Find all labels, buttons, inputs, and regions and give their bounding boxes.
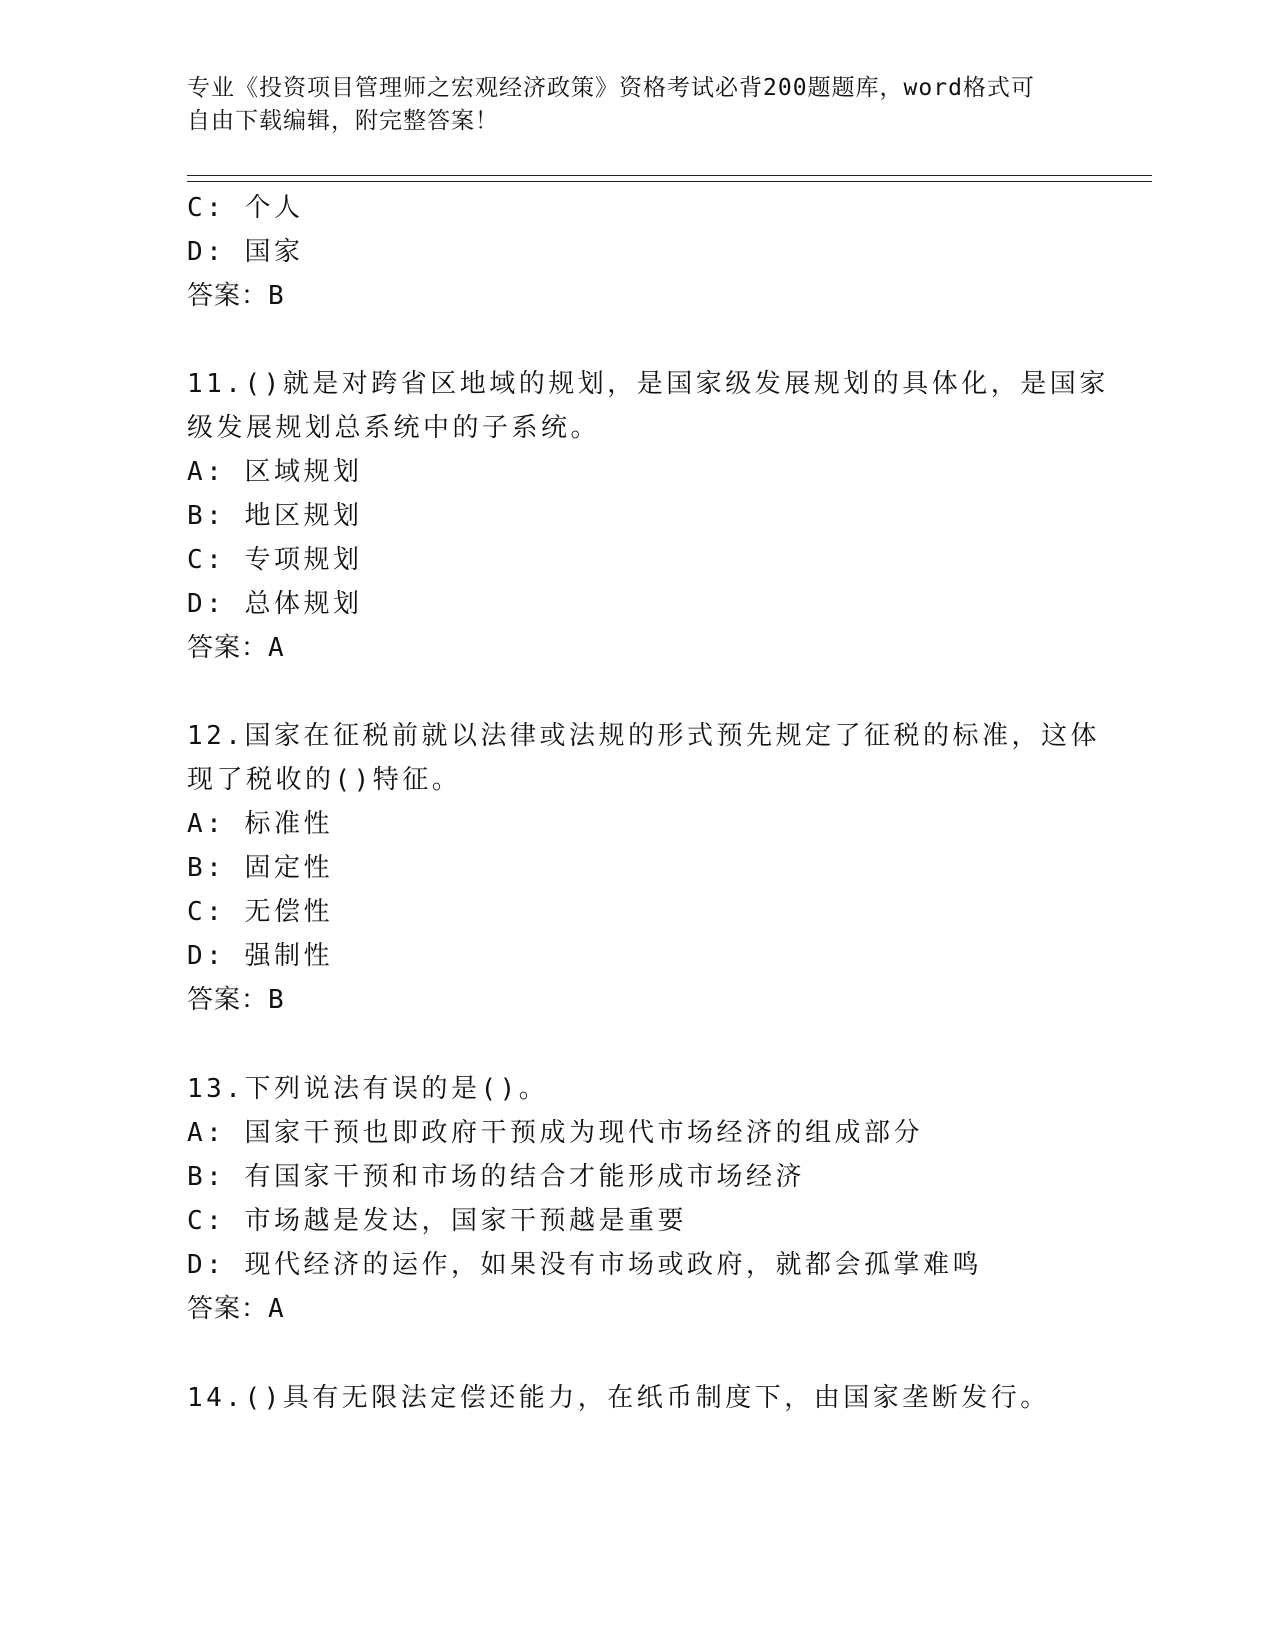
q12-stem-line-2: 现了税收的()特征。 [187, 765, 462, 795]
header-line-1: 专业《投资项目管理师之宏观经济政策》资格考试必背200题题库，word格式可 [187, 75, 1035, 101]
prev-option-c: C: 个人 [187, 193, 304, 223]
prev-answer: 答案：B [187, 281, 285, 311]
q13-option-a: A: 国家干预也即政府干预成为现代市场经济的组成部分 [187, 1118, 923, 1148]
q12-option-d: D: 强制性 [187, 941, 333, 971]
q12-stem-line-1: 12.国家在征税前就以法律或法规的形式预先规定了征税的标准，这体 [187, 721, 1100, 751]
q13-option-c: C: 市场越是发达，国家干预越是重要 [187, 1206, 687, 1236]
q13-option-b: B: 有国家干预和市场的结合才能形成市场经济 [187, 1162, 805, 1192]
header-line-2: 自由下载编辑，附完整答案！ [187, 108, 499, 134]
q12-option-c: C: 无偿性 [187, 897, 333, 927]
q13-option-d: D: 现代经济的运作，如果没有市场或政府，就都会孤掌难鸣 [187, 1250, 982, 1280]
q12-option-a: A: 标准性 [187, 809, 333, 839]
q13-answer: 答案：A [187, 1294, 285, 1324]
header-divider-bottom [187, 181, 1152, 182]
q12-option-b: B: 固定性 [187, 853, 333, 883]
q12-answer: 答案：B [187, 985, 285, 1015]
q11-option-c: C: 专项规划 [187, 545, 363, 575]
prev-option-d: D: 国家 [187, 237, 304, 267]
q11-option-d: D: 总体规划 [187, 589, 363, 619]
q11-answer: 答案：A [187, 633, 285, 663]
q14-stem-line-1: 14.()具有无限法定偿还能力，在纸币制度下，由国家垄断发行。 [187, 1383, 1050, 1413]
q11-option-b: B: 地区规划 [187, 501, 363, 531]
q11-option-a: A: 区域规划 [187, 457, 363, 487]
q11-stem-line-1: 11.()就是对跨省区地域的规划，是国家级发展规划的具体化，是国家 [187, 369, 1109, 399]
header-divider-top [187, 175, 1152, 176]
q13-stem-line-1: 13.下列说法有误的是()。 [187, 1074, 549, 1104]
document-header [187, 72, 1087, 138]
q11-stem-line-2: 级发展规划总系统中的子系统。 [187, 413, 601, 443]
